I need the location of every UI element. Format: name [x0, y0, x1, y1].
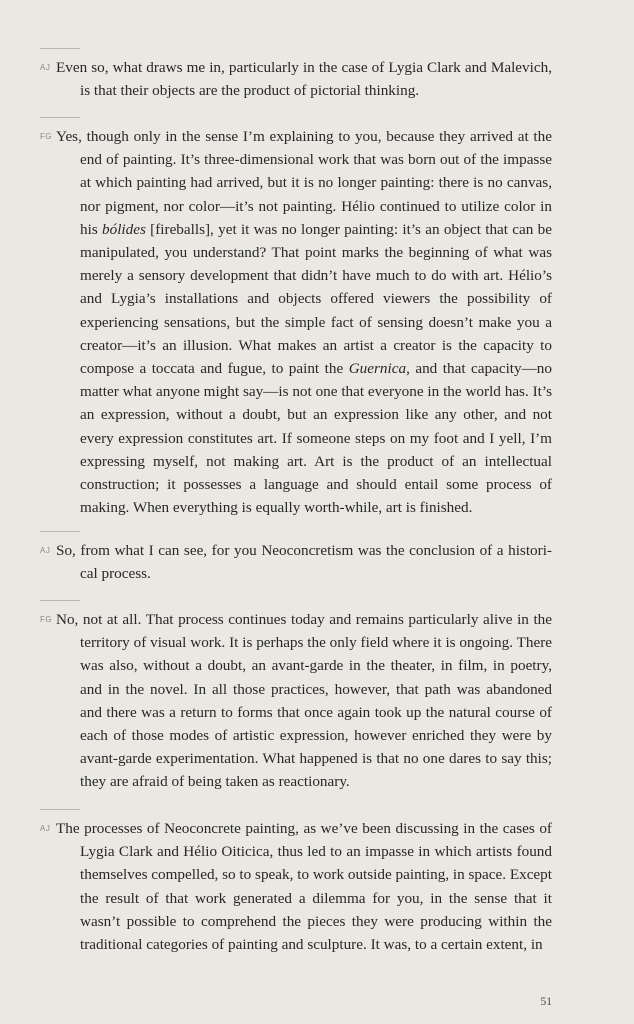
paragraph-text [40, 539, 552, 585]
paragraph-text [40, 125, 552, 519]
speaker-label: AJ [40, 546, 51, 555]
paragraph-text [40, 817, 552, 956]
speaker-label: AJ [40, 824, 51, 833]
page-number: 51 [540, 996, 552, 1008]
italic-title-guernica: Guernica [348, 360, 407, 378]
speaker-rule [40, 600, 80, 601]
speaker-rule [40, 48, 80, 49]
dialogue-paragraph-4 [40, 608, 552, 794]
speaker-rule [40, 531, 80, 532]
paragraph-text [40, 608, 552, 794]
text-run: , and that capacity—no matter what anyone might say—is not one that everyone in the world has. It’s an expression, without a doubt, but an expression like any other, and not every expression constitutes art. If someone steps on my foot and I yell, I’m expressing myself, not making art. Art is the product of an intellectual construction; it possesses a language and should entail some process of making. When everything is equally worth-while, art is finished. [80, 360, 552, 517]
text-run: The processes of Neoconcrete painting, as we’ve been discussing in the cases of Lygia Clark and Hélio Oiticica, thus led to an impasse in which artists found themselves compelled, so to speak, to work outside painting, in space. Except the result of that work generated a dilemma for you, in the sense that it wasn’t possible to comprehend the pieces they were producing within the traditional categories of painting and sculpture. It was, to a certain extent, in [56, 820, 552, 954]
dialogue-paragraph-1 [40, 56, 552, 102]
speaker-rule [40, 809, 80, 810]
speaker-rule [40, 117, 80, 118]
text-run: Even so, what draws me in, particularly in the case of Lygia Clark and Malevich, is that their objects are the product of pictorial thinking. [56, 59, 552, 100]
text-run: No, not at all. That process continues today and remains particularly alive in the territory of visual work. It is perhaps the only field where it is ongoing. There was also, without a doubt, an avant-garde in the theater, in film, in poetry, and in the novel. In all those practices, however, that path was abandoned and there was a return to forms that once again took up the natural course of each of those modes of artistic expression, however enriched they were by avant-garde experimentation. What happened is that no one dares to say this; they are afraid of being taken as reactionary. [56, 611, 552, 791]
text-run: [fireballs], yet it was no longer painting: it’s an object that can be manipulated, you understand? That point marks the beginning of what was merely a sensory development that didn’t have much to do with art. Hélio’s and Lygia’s installations and objects offered viewers the possibility of experiencing sensations, but the simple fact of sensing doesn’t make you a creator—it’s an illusion. What makes an artist a creator is the capacity to compose a toccata and fugue, to paint the [80, 220, 552, 378]
speaker-label: AJ [40, 63, 51, 72]
text-run: Yes, though only in the sense I’m explaining to you, because they arrived at the end of painting. It’s three-dimensional work that was born out of the impasse at which painting had arrived, but it is no longer painting: there is no canvas, nor pigment, nor color—it’s not painting. Hélio continued to utilize color in his [56, 128, 552, 238]
dialogue-paragraph-3 [40, 539, 552, 585]
speaker-label: FG [40, 615, 53, 624]
dialogue-paragraph-2 [40, 125, 552, 519]
italic-title-bolides: bólides [102, 220, 146, 238]
text-run: So, from what I can see, for you Neoconcretism was the conclusion of a histori-cal process. [56, 542, 552, 583]
paragraph-text [40, 56, 552, 102]
dialogue-paragraph-5 [40, 817, 552, 956]
speaker-label: FG [40, 132, 53, 141]
